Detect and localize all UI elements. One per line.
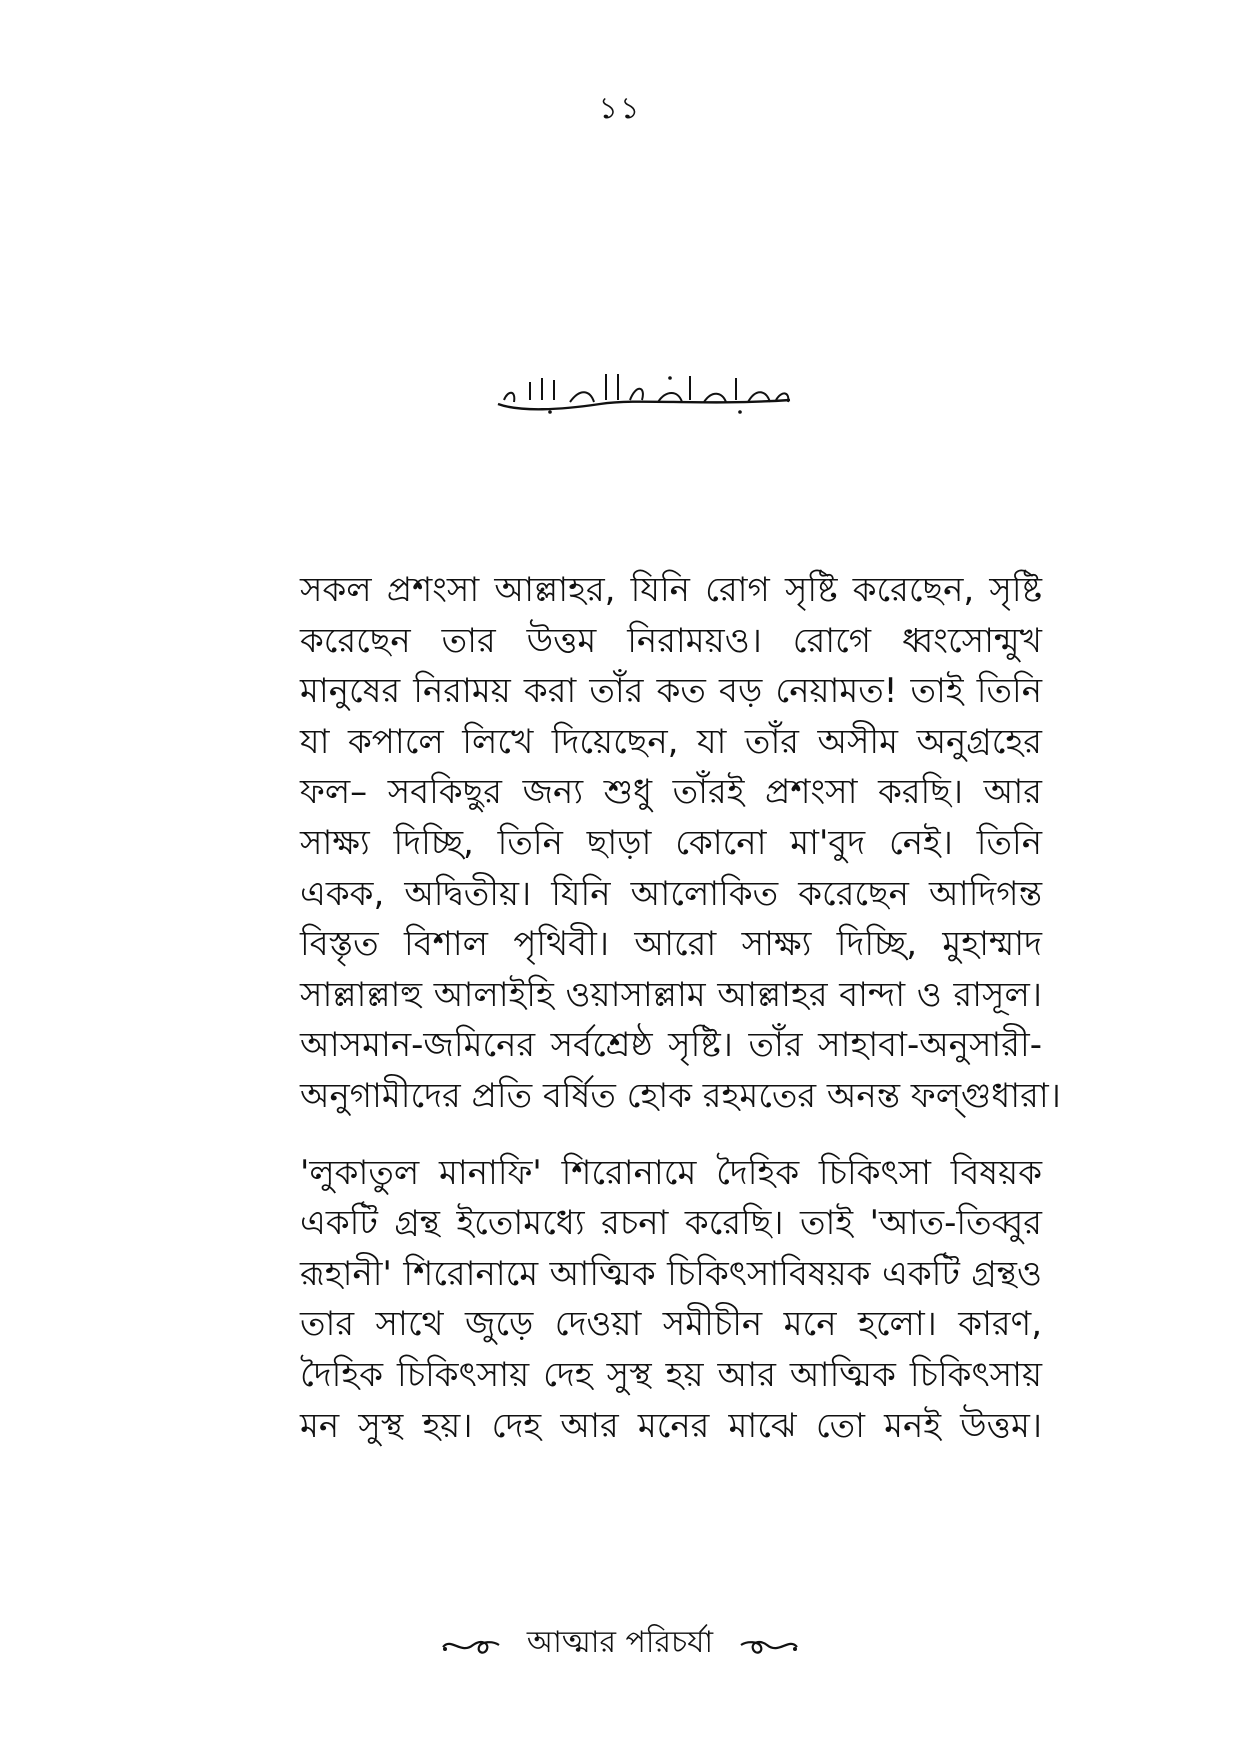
page-number: ১১	[598, 91, 642, 126]
text-line: সাক্ষ্য দিচ্ছি, তিনি ছাড়া কোনো মা'বুদ নেই। তিনি	[300, 822, 1042, 863]
text-line: অনুগামীদের প্রতি বর্ষিত হোক রহমতের অনন্ত ফল্গুধারা।	[300, 1075, 1061, 1116]
paragraph-2	[300, 1148, 1042, 1452]
text-line: মানুষের নিরাময় করা তাঁর কত বড় নেয়ামত! তাই তিনি	[300, 671, 1042, 712]
text-line: করেছেন তার উত্তম নিরাময়ও। রোগে ধ্বংসোন্মুখ	[300, 620, 1042, 661]
text-line: রূহানী' শিরোনামে আত্মিক চিকিৎসাবিষয়ক একটি গ্রন্থও	[300, 1253, 1042, 1294]
text-line: দৈহিক চিকিৎসায় দেহ সুস্থ হয় আর আত্মিক চিকিৎসায়	[300, 1354, 1042, 1395]
text-line: তার সাথে জুড়ে দেওয়া সমীচীন মনে হলো। কারণ,	[300, 1304, 1042, 1345]
bismillah-calligraphy-art	[490, 360, 800, 420]
text-line: একক, অদ্বিতীয়। যিনি আলোকিত করেছেন আদিগন্ত	[300, 873, 1042, 914]
footer	[0, 1618, 1240, 1669]
text-line: ফল– সবকিছুর জন্য শুধু তাঁরই প্রশংসা করছি। আর	[300, 772, 1042, 813]
right-ornament-icon	[737, 1629, 801, 1659]
book-title: আত্মার পরিচর্যা	[526, 1625, 714, 1660]
body-text	[300, 565, 1061, 1451]
text-line: সকল প্রশংসা আল্লাহর, যিনি রোগ সৃষ্টি করেছেন, সৃষ্টি	[300, 570, 1042, 610]
paragraph-1	[300, 565, 1061, 1122]
text-line: সাল্লাল্লাহু আলাইহি ওয়াসাল্লাম আল্লাহর বান্দা ও রাসূল।	[300, 974, 1042, 1015]
left-ornament-icon	[439, 1629, 503, 1659]
text-line: মন সুস্থ হয়। দেহ আর মনের মাঝে তো মনই উত্তম।	[300, 1405, 1042, 1446]
text-line: বিস্তৃত বিশাল পৃথিবী। আরো সাক্ষ্য দিচ্ছি, মুহাম্মাদ	[300, 924, 1042, 965]
text-line: 'লুকাতুল মানাফি' শিরোনামে দৈহিক চিকিৎসা বিষয়ক	[300, 1152, 1042, 1193]
text-line: যা কপালে লিখে দিয়েছেন, যা তাঁর অসীম অনুগ্রহের	[300, 721, 1042, 762]
text-line: আসমান-জমিনের সর্বশ্রেষ্ঠ সৃষ্টি। তাঁর সাহাবা-অনুসারী-	[300, 1025, 1042, 1066]
text-line: একটি গ্রন্থ ইতোমধ্যে রচনা করেছি। তাই 'আত-তিব্বুর	[300, 1203, 1042, 1244]
bismillah-calligraphy	[490, 360, 800, 420]
